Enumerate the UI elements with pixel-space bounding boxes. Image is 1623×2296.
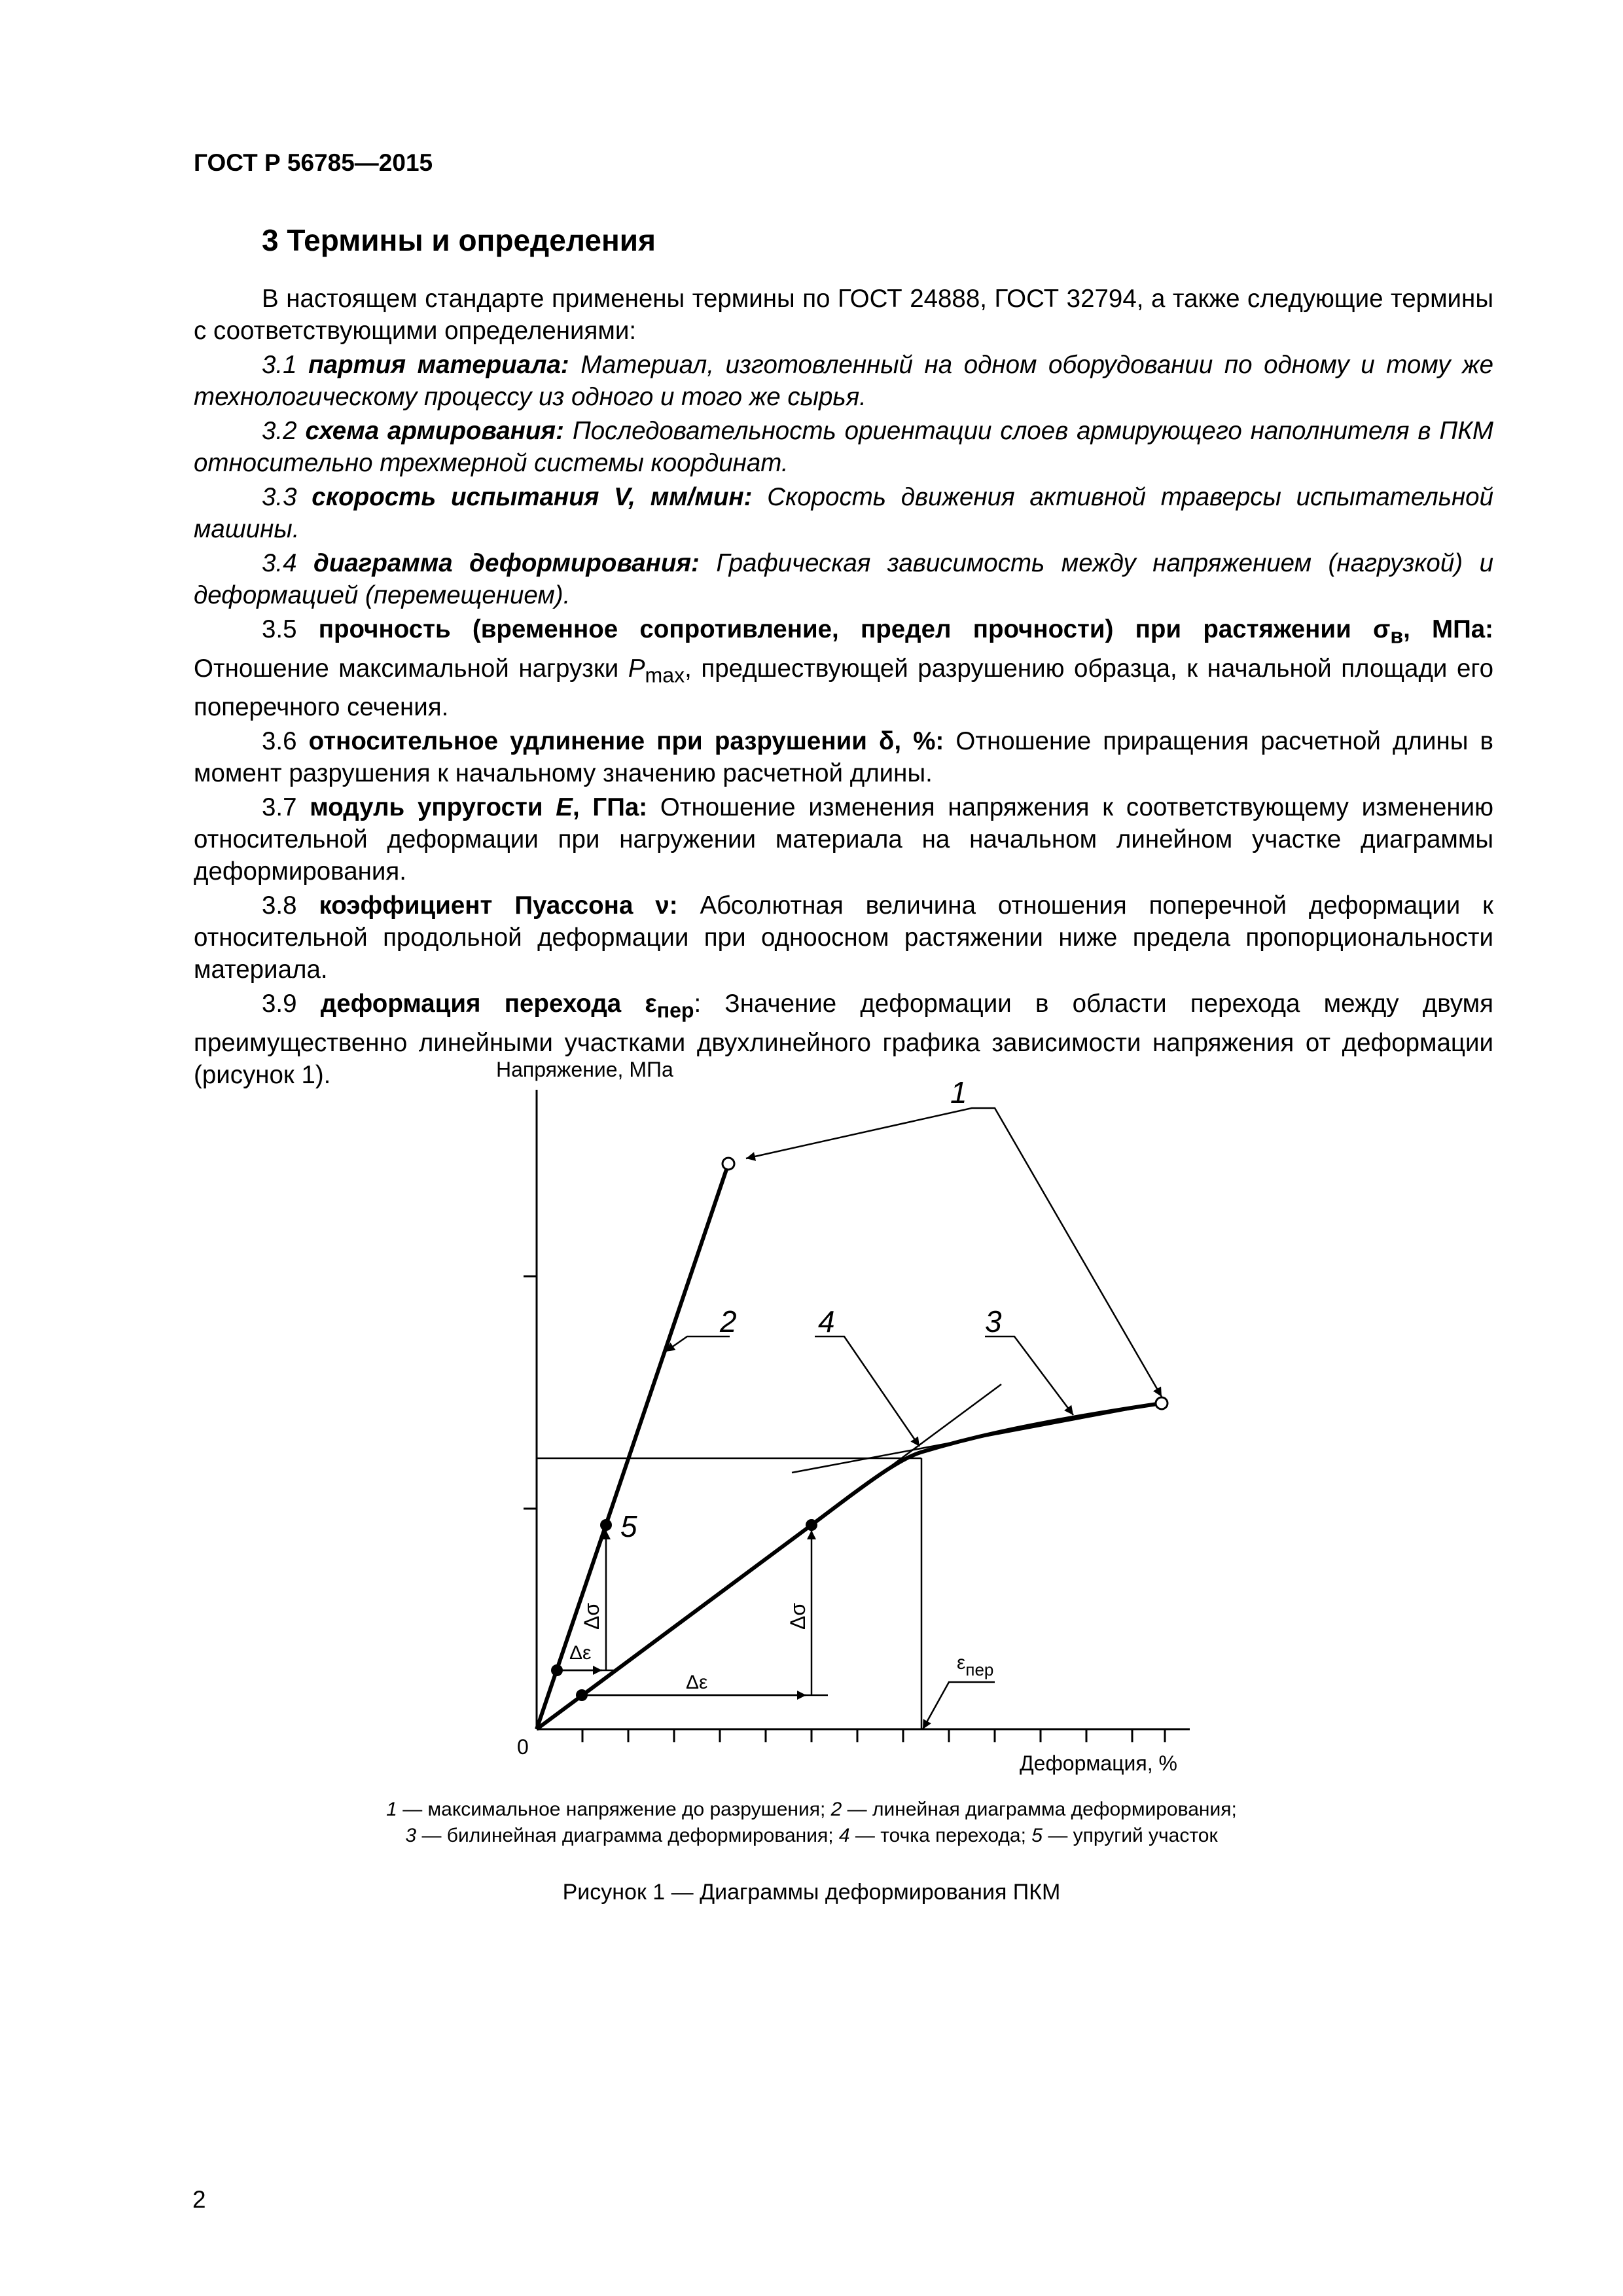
max-point-linear: [722, 1158, 734, 1170]
bilinear-point-upper: [806, 1519, 817, 1531]
y-axis-label: Напряжение, МПа: [496, 1058, 673, 1081]
callout-5: 5: [620, 1509, 637, 1543]
terms-body: [194, 283, 1493, 1093]
eps-transition-label: εпер: [957, 1652, 994, 1679]
callout-1: 1: [950, 1075, 967, 1109]
section-title: 3 Термины и определения: [262, 223, 656, 257]
linear-diagram-line: [537, 1164, 728, 1729]
term-3-8: 3.8 коэффициент Пуассона ν: Абсолютная величина отношения поперечной деформации к относительной продольной деформации при одноосном растяжении ниже предела пропорциональности материала.: [194, 891, 1493, 984]
callout-4: 4: [818, 1304, 835, 1338]
delta-eps-label-bilinear: Δε: [686, 1672, 708, 1693]
x-ticks: [582, 1729, 1165, 1742]
callout-3-leader: [985, 1336, 1073, 1415]
tangent-line-upper: [792, 1403, 1162, 1473]
delta-sigma-label-bilinear: Δσ: [786, 1602, 810, 1630]
tangent-line-lower: [812, 1384, 1001, 1525]
figure-legend-line-2: 3 — билинейная диаграмма деформирования; 4 — точка перехода; 5 — упругий участок: [405, 1825, 1218, 1846]
term-3-5: 3.5 прочность (временное сопротивление, предел прочности) при растяжении $\sigma_в$, МПа: Отношение максимальной нагрузки $P_{max}$, предшествующей разрушению образца, к начальной площади его поперечного сечения.: [194, 615, 1494, 722]
term-3-6: 3.6 относительное удлинение при разрушении δ, %: Отношение приращения расчетной длины в момент разрушения к начальному значению расчетной длины.: [194, 727, 1493, 788]
page-number: 2: [192, 2186, 206, 2213]
delta-sigma-label-linear: Δσ: [580, 1602, 603, 1630]
term-3-7: 3.7 модуль упругости E, ГПа: Отношение изменения напряжения к соответствующему изменению относительной деформации при нагружении материала на начальном линейном участке диаграммы деформирования.: [194, 793, 1494, 886]
delta-eps-label-linear: Δε: [569, 1642, 592, 1664]
eps-transition-leader: [923, 1682, 995, 1729]
origin-label: 0: [517, 1735, 529, 1759]
document-header: ГОСТ Р 56785—2015: [194, 149, 433, 176]
callout-4-leader: [815, 1336, 919, 1446]
callout-2: 2: [720, 1304, 737, 1338]
term-3-1: 3.1 партия материала: Материал, изготовленный на одном оборудовании по одному и тому же технологическому процессу из одного и того же сырья.: [194, 351, 1493, 411]
intro-paragraph: В настоящем стандарте применены термины по ГОСТ 24888, ГОСТ 32794, а также следующие термины с соответствующими определениями:: [194, 285, 1493, 345]
callout-2-leader: [666, 1336, 730, 1352]
figure-caption: Рисунок 1 — Диаграммы деформирования ПКМ: [562, 1880, 1061, 1905]
figure-legend-line-1: 1 — максимальное напряжение до разрушения; 2 — линейная диаграмма деформирования;: [386, 1799, 1237, 1820]
max-point-bilinear: [1156, 1397, 1168, 1409]
term-3-2: 3.2 схема армирования: Последовательность ориентации слоев армирующего наполнителя в ПКМ относительно трехмерной системы координат.: [194, 417, 1493, 477]
callout-3: 3: [985, 1304, 1002, 1338]
linear-point-upper: [600, 1519, 612, 1531]
callout-1-leader: [746, 1108, 1162, 1397]
x-axis-label: Деформация, %: [1020, 1751, 1177, 1775]
term-3-9: 3.9 деформация перехода $\varepsilon_{пер}$: Значение деформации в области перехода между двумя преимущественно линейными участками двухлинейного графика зависимости напряжения от деформации (рисунок 1).: [194, 990, 1494, 1090]
term-3-3: 3.3 скорость испытания V, мм/мин: Скорость движения активной траверсы испытательной машины.: [194, 483, 1493, 543]
term-3-4: 3.4 диаграмма деформирования: Графическая зависимость между напряжением (нагрузкой) и деформацией (перемещением).: [194, 549, 1493, 609]
